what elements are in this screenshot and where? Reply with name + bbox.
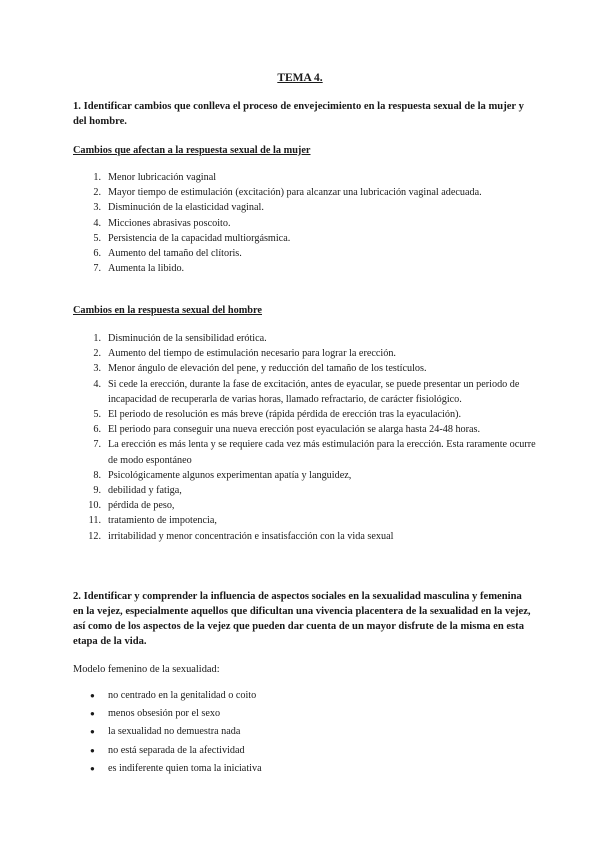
bullet-icon: ● [90,691,95,700]
men-changes-heading: Cambios en la respuesta sexual del hombre [73,305,262,316]
bullet-text: la sexualidad no demuestra nada [108,726,241,738]
list-item [0,170,540,185]
women-changes-heading: Cambios que afectan a la respuesta sexual de la mujer [73,145,311,156]
list-number: 12. [88,530,101,542]
list-number: 2. [93,187,101,199]
bullet-item [0,723,540,741]
list-number: 3. [93,363,101,375]
list-item [0,437,540,467]
list-number: 8. [93,469,101,481]
list-number: 10. [88,500,101,512]
bullet-text: no centrado en la genitalidad o coito [108,690,257,701]
list-number: 6. [93,248,101,260]
model-label: Modelo femenino de la sexualidad: [73,664,220,675]
bullet-icon: ● [90,709,95,719]
list-text: Aumento del tamaño del clítoris. [108,248,242,260]
list-text: Persistencia de la capacidad multiorgásmica. [108,232,291,244]
model-items-list [0,687,540,778]
bullet-icon: ● [90,727,95,737]
women-changes-list [0,170,540,276]
list-item [0,422,540,437]
list-number: 11. [88,515,101,527]
list-text: irritabilidad y menor concentración e insatisfacción con la vida sexual [108,530,394,542]
list-text: Si cede la erección, durante la fase de excitación, antes de eyacular, se puede presentar un periodo de incapacidad de recuperarla de varias horas, llamado refractario, de carácter fisiológico. [108,378,520,405]
list-number: 7. [93,263,101,275]
question-1: 1. Identificar cambios que conlleva el proceso de envejecimiento en la respuesta sexual de la mujer y del hombre. [73,101,524,127]
list-item [0,529,540,544]
list-text: debilidad y fatiga, [108,485,182,497]
list-item [0,200,540,215]
bullet-item [0,705,540,723]
list-text: Micciones abrasivas poscoito. [108,217,231,229]
list-item [0,498,540,513]
list-text: Disminución de la sensibilidad erótica. [108,333,267,344]
list-item [0,216,540,231]
list-text: Psicológicamente algunos experimentan apatía y languidez, [108,469,352,481]
list-text: Disminución de la elasticidad vaginal. [108,202,264,214]
question-2: 2. Identificar y comprender la influencia de aspectos sociales en la sexualidad masculina y femenina en la vejez, especialmente aquellos que dificultan una vivencia placentera de la sexualidad en la vejez, así como de los aspectos de la vejez que pueden dar cuenta de un mayor disfrute de la misma en esta etapa de la vida. [73,591,531,647]
list-text: tratamiento de impotencia, [108,515,217,527]
list-text: El periodo para conseguir una nueva erección post eyaculación se alarga hasta 24-48 horas. [108,424,481,436]
list-number: 7. [93,439,101,451]
list-item [0,483,540,498]
bullet-item [0,687,540,705]
list-item [0,377,540,407]
list-item [0,231,540,246]
bullet-text: no está separada de la afectividad [108,744,245,756]
list-item [0,331,540,346]
list-number: 2. [93,348,101,360]
list-item [0,468,540,483]
list-number: 4. [93,217,101,229]
list-text: Aumento del tiempo de estimulación necesario para lograr la erección. [108,348,396,360]
list-number: 1. [93,172,101,183]
list-item [0,185,540,200]
list-item [0,513,540,528]
list-item [0,246,540,261]
list-item [0,261,540,276]
list-item [0,346,540,361]
list-text: Aumenta la libido. [108,263,185,275]
list-text: Menor lubricación vaginal [108,172,217,183]
list-text: El periodo de resolución es más breve (rápida pérdida de erección tras la eyaculación). [108,409,462,421]
bullet-item [0,760,540,778]
bullet-text: menos obsesión por el sexo [108,708,221,720]
bullet-icon: ● [90,745,95,755]
list-number: 5. [93,232,101,244]
men-changes-list [0,331,540,544]
list-text: La erección es más lenta y se requiere cada vez más estimulación para la erección. Esta raramente ocurre de modo espontáneo [108,439,536,466]
page-title: TEMA 4. [277,72,323,84]
list-number: 1. [93,333,101,344]
bullet-item [0,742,540,760]
list-text: Mayor tiempo de estimulación (excitación) para alcanzar una lubricación vaginal adecuada. [108,187,482,199]
list-item [0,361,540,376]
list-number: 3. [93,202,101,214]
list-item [0,407,540,422]
list-number: 9. [93,485,101,497]
list-text: Menor ángulo de elevación del pene, y reducción del tamaño de los testículos. [108,363,427,375]
bullet-icon: ● [90,763,95,773]
bullet-text: es indiferente quien toma la iniciativa [108,762,262,774]
list-number: 6. [93,424,101,436]
list-text: pérdida de peso, [108,500,175,512]
list-number: 5. [93,409,101,421]
list-number: 4. [93,378,101,390]
